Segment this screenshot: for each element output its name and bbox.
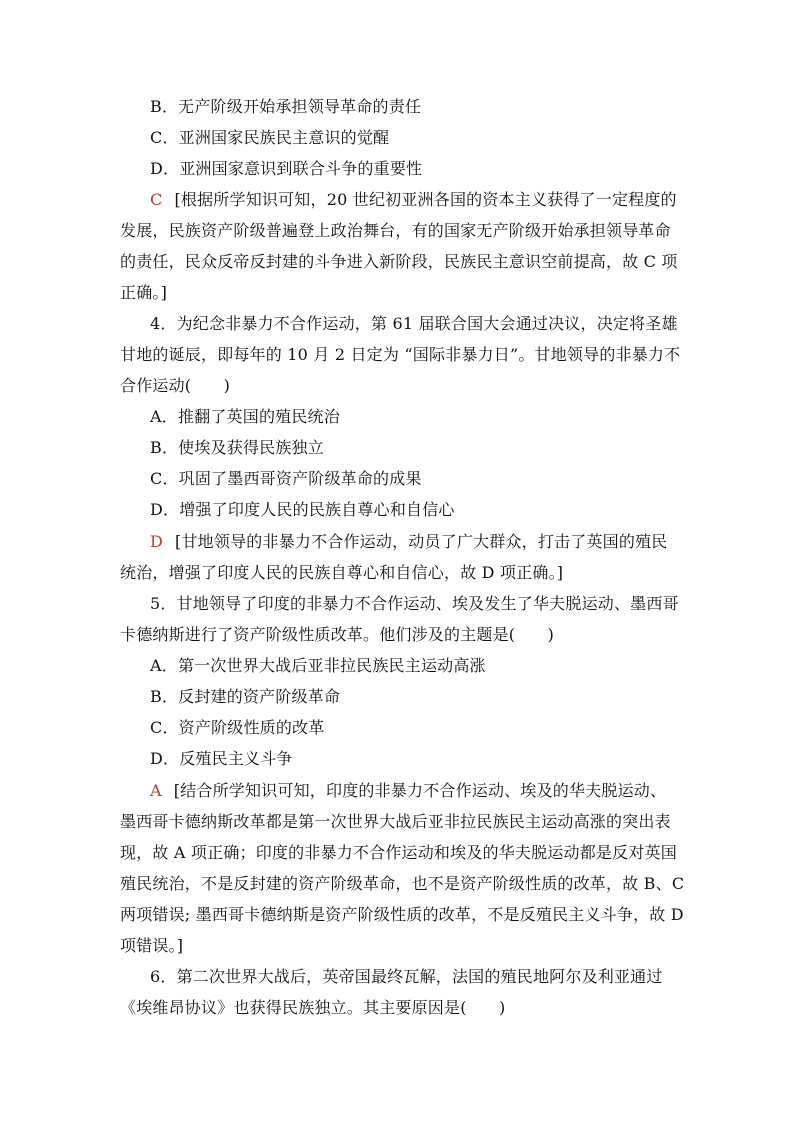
q4-option-a: A．推翻了英国的殖民统治 xyxy=(150,407,340,426)
q4-explanation-text: [甘地领导的非暴力不合作运动，动员了广大群众，打击了英国的殖民 xyxy=(175,532,668,551)
q6-stem-line: 《埃维昂协议》也获得民族独立。其主要原因是( ) xyxy=(120,998,506,1017)
q3-answer-letter: C xyxy=(150,190,163,209)
q5-explanation-line: 殖民统治，不是反封建的资产阶级革命，也不是资产阶级性质的改革，故 B、C xyxy=(120,874,685,893)
q5-stem-line: 卡德纳斯进行了资产阶级性质改革。他们涉及的主题是( ) xyxy=(120,625,555,644)
q4-option-d: D．增强了印度人民的民族自尊心和自信心 xyxy=(150,500,455,519)
q4-stem-line: 合作运动( ) xyxy=(120,376,231,395)
q3-explanation-line: 发展，民族资产阶级普遍登上政治舞台，有的国家无产阶级开始承担领导革命 xyxy=(120,221,671,240)
q4-option-b: B．使埃及获得民族独立 xyxy=(150,438,324,457)
q5-explanation-line: 墨西哥卡德纳斯改革都是第一次世界大战后亚非拉民族民主运动高涨的突出表 xyxy=(120,812,671,831)
q5-explanation-line: 现，故 A 项正确；印度的非暴力不合作运动和埃及的华夫脱运动都是反对英国 xyxy=(120,843,677,862)
q4-explanation-line xyxy=(150,531,667,553)
q3-explanation-text: [根据所学知识可知，20 世纪初亚洲各国的资本主义获得了一定程度的 xyxy=(174,190,677,209)
q3-explanation-line: 正确。] xyxy=(120,283,168,302)
q3-explanation-line: 的责任，民众反帝反封建的斗争进入新阶段，民族民主意识空前提高，故 C 项 xyxy=(120,252,678,271)
q5-option-d: D．反殖民主义斗争 xyxy=(150,749,293,768)
q4-stem-line: 4．为纪念非暴力不合作运动，第 61 届联合国大会通过决议，决定将圣雄 xyxy=(150,314,678,333)
q3-option-d: D．亚洲国家意识到联合斗争的重要性 xyxy=(150,159,423,178)
q3-explanation-line xyxy=(150,189,677,211)
q5-explanation-text: [结合所学知识可知，印度的非暴力不合作运动、埃及的华夫脱运动、 xyxy=(173,781,667,800)
q5-explanation-line: 两项错误; 墨西哥卡德纳斯是资产阶级性质的改革，不是反殖民主义斗争，故 D xyxy=(120,905,684,924)
q5-answer-letter: A xyxy=(150,781,162,800)
q5-option-c: C．资产阶级性质的改革 xyxy=(150,718,325,737)
q4-explanation-line: 统治，增强了印度人民的民族自尊心和自信心，故 D 项正确。] xyxy=(120,563,564,582)
q4-option-c: C．巩固了墨西哥资产阶级革命的成果 xyxy=(150,469,422,488)
q4-answer-letter: D xyxy=(150,532,164,551)
q5-stem-line: 5．甘地领导了印度的非暴力不合作运动、埃及发生了华夫脱运动、墨西哥 xyxy=(150,594,679,613)
q6-stem-line: 6．第二次世界大战后，英帝国最终瓦解，法国的殖民地阿尔及利亚通过 xyxy=(150,967,663,986)
q4-stem-line: 甘地的诞辰，即每年的 10 月 2 日定为 “国际非暴力日”。甘地领导的非暴力不 xyxy=(120,345,681,364)
q5-option-b: B．反封建的资产阶级革命 xyxy=(150,687,341,706)
q5-explanation-line: 项错误。] xyxy=(120,936,184,955)
q5-option-a: A．第一次世界大战后亚非拉民族民主运动高涨 xyxy=(150,656,486,675)
q3-option-c: C．亚洲国家民族民主意识的觉醒 xyxy=(150,128,390,147)
q5-explanation-line xyxy=(150,780,666,802)
q3-option-b: B．无产阶级开始承担领导革命的责任 xyxy=(150,97,422,116)
